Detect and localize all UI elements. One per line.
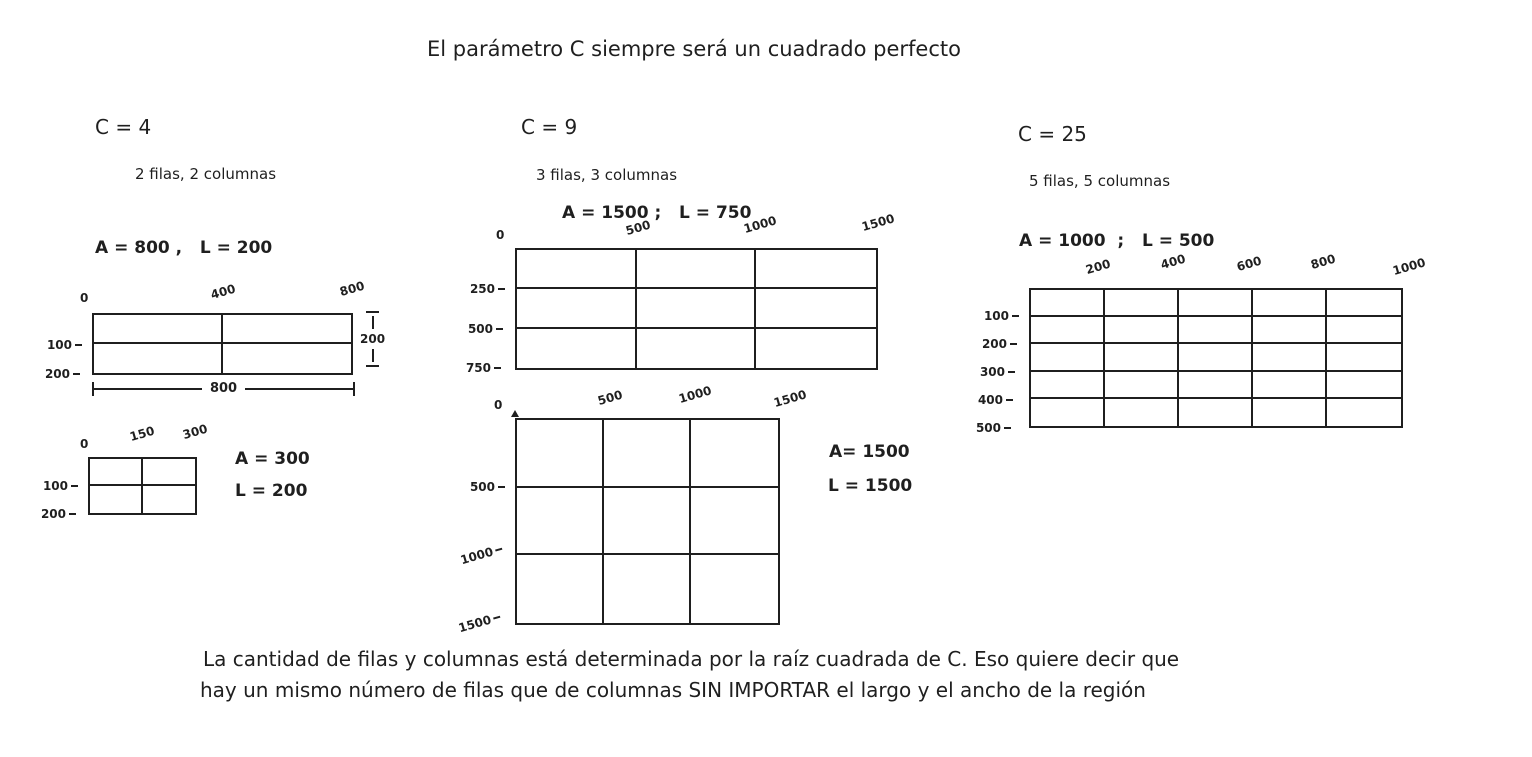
grid-cell	[1031, 372, 1105, 399]
c25-rows-cols-label: 5 filas, 5 columnas	[1029, 172, 1171, 190]
grid-cell	[223, 315, 352, 344]
c4-small-left-axis-label: 100	[38, 479, 78, 493]
grid-cell	[143, 486, 196, 513]
c4-note-area: A = 300	[235, 449, 310, 469]
c4-small-top-axis-label: 0	[80, 437, 89, 451]
c4-main-left-axis-label: 100	[42, 338, 82, 352]
grid-cell	[1253, 344, 1327, 371]
grid-cell	[756, 329, 876, 368]
grid-cell	[1253, 317, 1327, 344]
c9-note-length: L = 1500	[828, 476, 913, 496]
grid-cell	[143, 459, 196, 486]
grid-cell	[517, 420, 604, 488]
grid-cell	[1105, 344, 1179, 371]
c4-main-top-axis-label: 0	[80, 291, 89, 305]
c4-params-label: A = 800 , L = 200	[95, 238, 273, 258]
grid-cell	[517, 289, 637, 328]
c4-main-left-axis-label: 200	[40, 367, 80, 381]
c9-rows-cols-label: 3 filas, 3 columnas	[536, 166, 678, 184]
grid-cell	[517, 555, 604, 623]
c9-top-grid-left-axis-label: 250	[465, 282, 505, 296]
footer-note-line-1: La cantidad de filas y columnas está determinada por la raíz cuadrada de C. Eso quiere decir que	[203, 647, 1180, 671]
c4-small-left-axis-label: 200	[36, 507, 76, 521]
c9-top-grid-top-axis-label: 1500	[860, 211, 897, 234]
grid-cell	[517, 329, 637, 368]
c4-rows-cols-label: 2 filas, 2 columnas	[135, 165, 277, 183]
c4-small-grid	[88, 457, 197, 515]
c4-small-top-axis-label: 300	[181, 421, 210, 442]
grid-cell	[1327, 344, 1401, 371]
grid-cell	[1253, 372, 1327, 399]
grid-cell	[90, 486, 143, 513]
grid-cell	[637, 250, 757, 289]
grid-cell	[1327, 290, 1401, 317]
c4-main-top-axis-label: 800	[338, 278, 367, 299]
grid-cell	[1179, 290, 1253, 317]
c9-bottom-grid-top-axis-label: 500	[596, 387, 625, 408]
c4-height-dimension	[360, 311, 385, 367]
c25-top-axis-label: 600	[1235, 253, 1264, 274]
dimension-line	[372, 316, 374, 329]
grid-cell	[517, 488, 604, 556]
grid-cell	[637, 329, 757, 368]
grid-cell	[1031, 290, 1105, 317]
dimension-cap	[366, 365, 379, 367]
grid-cell	[756, 289, 876, 328]
c25-top-axis-label: 1000	[1391, 255, 1428, 278]
grid-cell	[94, 344, 223, 373]
c25-left-axis-label: 400	[973, 393, 1013, 407]
grid-cell	[1327, 399, 1401, 426]
dimension-line	[94, 388, 202, 390]
grid-cell	[691, 555, 778, 623]
c25-top-axis-label: 800	[1309, 251, 1338, 272]
grid-cell	[1179, 399, 1253, 426]
c9-top-grid	[515, 248, 878, 370]
c9-value-label: C = 9	[521, 115, 578, 139]
c9-bottom-grid-top-axis-label: 0	[494, 398, 503, 412]
c9-bottom-grid-left-axis-label: 1500	[457, 611, 499, 635]
c25-left-axis-label: 100	[979, 309, 1019, 323]
c9-top-grid-left-axis-label: 750	[461, 361, 501, 375]
c25-top-axis-label: 400	[1159, 251, 1188, 272]
c4-width-dimension	[92, 381, 355, 396]
footer-note-line-2: hay un mismo número de filas que de columnas SIN IMPORTAR el largo y el ancho de la región	[200, 678, 1146, 702]
grid-cell	[90, 459, 143, 486]
grid-cell	[604, 420, 691, 488]
grid-cell	[1105, 317, 1179, 344]
c9-note-area: A= 1500	[829, 442, 910, 462]
grid-cell	[637, 289, 757, 328]
c9-top-grid-top-axis-label: 500	[624, 217, 653, 238]
grid-cell	[1179, 372, 1253, 399]
grid-cell	[1253, 290, 1327, 317]
dimension-line	[245, 388, 353, 390]
dimension-cap	[366, 311, 379, 313]
c25-left-axis-label: 200	[977, 337, 1017, 351]
c4-height-dimension-value: 200	[360, 332, 386, 346]
grid-cell	[1105, 290, 1179, 317]
c25-value-label: C = 25	[1018, 122, 1087, 146]
grid-cell	[94, 315, 223, 344]
page-title: El parámetro C siempre será un cuadrado perfecto	[427, 37, 961, 61]
grid-cell	[1031, 399, 1105, 426]
c9-top-grid-top-axis-label: 1000	[742, 213, 779, 236]
c25-top-axis-label: 200	[1084, 256, 1113, 277]
grid-cell	[1105, 399, 1179, 426]
c4-main-grid	[92, 313, 353, 375]
grid-cell	[1105, 372, 1179, 399]
grid-cell	[756, 250, 876, 289]
c9-top-grid-top-axis-label: 0	[496, 228, 505, 242]
c9-bottom-grid-left-axis-label: 500	[465, 480, 505, 494]
grid-cell	[1031, 344, 1105, 371]
c4-value-label: C = 4	[95, 115, 152, 139]
c4-note-length: L = 200	[235, 481, 308, 501]
grid-cell	[223, 344, 352, 373]
c25-left-axis-label: 500	[971, 421, 1011, 435]
c25-left-axis-label: 300	[975, 365, 1015, 379]
grid-cell	[1253, 399, 1327, 426]
grid-cell	[1179, 317, 1253, 344]
c4-width-dimension-value: 800	[209, 381, 238, 396]
c4-main-top-axis-label: 400	[209, 281, 238, 302]
c25-grid	[1029, 288, 1403, 428]
c9-bottom-grid-top-axis-label: 1000	[677, 383, 714, 406]
c9-bottom-grid-top-axis-label: 1500	[772, 387, 809, 410]
c25-params-label: A = 1000 ; L = 500	[1019, 231, 1215, 251]
c9-params-label: A = 1500 ; L = 750	[562, 203, 752, 223]
grid-cell	[604, 488, 691, 556]
grid-cell	[691, 488, 778, 556]
axis-arrow-icon	[511, 410, 519, 417]
grid-cell	[1327, 372, 1401, 399]
c9-bottom-grid	[515, 418, 780, 625]
c4-small-top-axis-label: 150	[128, 423, 157, 444]
dimension-cap	[353, 382, 355, 396]
dimension-line	[372, 349, 374, 362]
c9-bottom-grid-left-axis-label: 1000	[459, 543, 501, 567]
grid-cell	[1327, 317, 1401, 344]
grid-cell	[1179, 344, 1253, 371]
grid-cell	[604, 555, 691, 623]
grid-cell	[517, 250, 637, 289]
grid-cell	[1031, 317, 1105, 344]
grid-cell	[691, 420, 778, 488]
c9-top-grid-left-axis-label: 500	[463, 322, 503, 336]
